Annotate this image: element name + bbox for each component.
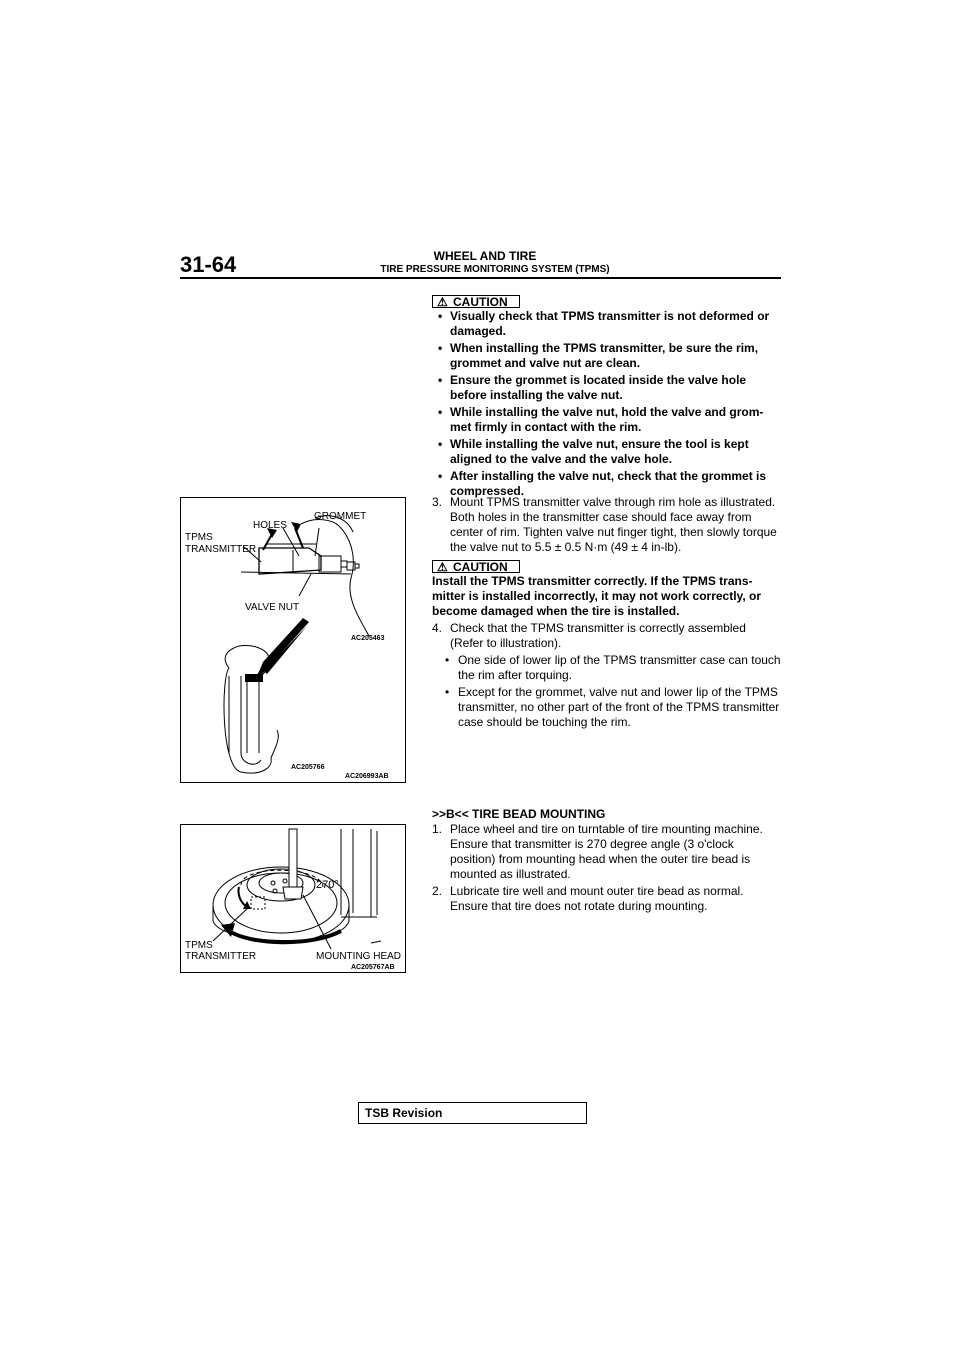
figure-code-wheel: AC205766: [291, 764, 325, 771]
step-number: 3.: [432, 495, 443, 509]
figure-code: AC206993AB: [345, 773, 389, 780]
step-4-list: [432, 653, 782, 730]
caution-box-2: [432, 560, 520, 573]
caution-text-2: Install the TPMS transmitter correctly. If the TPMS trans-mitter is installed incorrectly, it may not work correctly, or become damaged when the tire is installed.: [432, 574, 761, 618]
section-title: WHEEL AND TIRE: [433, 249, 537, 263]
section-b-step-2: [432, 884, 782, 914]
label-mounting-head: MOUNTING HEAD: [316, 951, 401, 962]
step-3: [432, 495, 782, 555]
step-text: Mount TPMS transmitter valve through rim hole as illustrated. Both holes in the transmitter case should face away from center of rim. Tighten valve nut finger tight, then slowly torque the valve nut to 5.5 ± 0.5 N·m (49 ± 4 in-lb).: [450, 495, 777, 554]
figure-transmitter-install: [180, 497, 406, 783]
header-rule: [180, 277, 781, 279]
caution-list-1: [432, 309, 782, 501]
caution-item: • Ensure the grommet is located inside the valve hole before installing the valve nut.: [432, 373, 782, 403]
label-valve-nut: VALVE NUT: [245, 602, 300, 613]
caution-item: • After installing the valve nut, check that the grommet is compressed.: [432, 469, 782, 499]
list-item: • Except for the grommet, valve nut and lower lip of the TPMS transmitter, no other part of the front of the TPMS transmitter case should be touching the rim.: [432, 685, 782, 730]
section-b-heading: >>B<< TIRE BEAD MOUNTING: [432, 807, 606, 821]
tsb-revision-box: TSB Revision: [358, 1102, 587, 1124]
step-number: 4.: [432, 621, 443, 635]
label-tpms: TPMS: [185, 940, 213, 951]
label-transmitter: TRANSMITTER: [185, 951, 257, 962]
figure-code-detail: AC205463: [351, 635, 385, 642]
warning-icon: ⚠: [437, 560, 448, 574]
list-item: • One side of lower lip of the TPMS transmitter case can touch the rim after torquing.: [432, 653, 782, 683]
caution-label: CAUTION: [453, 560, 508, 574]
step-text: Place wheel and tire on turntable of tire mounting machine. Ensure that transmitter is 270 degree angle (3 o'clock position) from mounting head when the outer tire bead is mounted as illustrated.: [450, 822, 763, 881]
caution-item: • Visually check that TPMS transmitter is not deformed or damaged.: [432, 309, 782, 339]
step-number: 2.: [432, 884, 443, 898]
caution-item: • While installing the valve nut, ensure the tool is kept aligned to the valve and the valve hole.: [432, 437, 782, 467]
caution-item: • When installing the TPMS transmitter, be sure the rim, grommet and valve nut are clean.: [432, 341, 782, 371]
label-holes: HOLES: [253, 520, 287, 531]
step-4: [432, 621, 782, 732]
step-text: Lubricate tire well and mount outer tire bead as normal. Ensure that tire does not rotate during mounting.: [450, 884, 744, 913]
subsection-title: TIRE PRESSURE MONITORING SYSTEM (TPMS): [380, 264, 610, 275]
figure-bead-mounting: [180, 824, 406, 973]
section-b-step-1: [432, 822, 782, 882]
warning-icon: ⚠: [437, 295, 448, 309]
caution-item: • While installing the valve nut, hold the valve and grom-met firmly in contact with the rim.: [432, 405, 782, 435]
page-number: 31-64: [180, 252, 237, 277]
step-text: Check that the TPMS transmitter is correctly assembled (Refer to illustration).: [450, 621, 746, 650]
label-grommet: GROMMET: [314, 511, 367, 522]
label-transmitter: TRANSMITTER: [185, 544, 257, 555]
label-tpms: TPMS: [185, 532, 213, 543]
step-number: 1.: [432, 822, 443, 836]
label-270-degree: 270°: [316, 879, 339, 891]
caution-label: CAUTION: [453, 295, 508, 309]
caution-box-1: [432, 295, 520, 308]
figure-code: AC205767AB: [351, 964, 395, 971]
